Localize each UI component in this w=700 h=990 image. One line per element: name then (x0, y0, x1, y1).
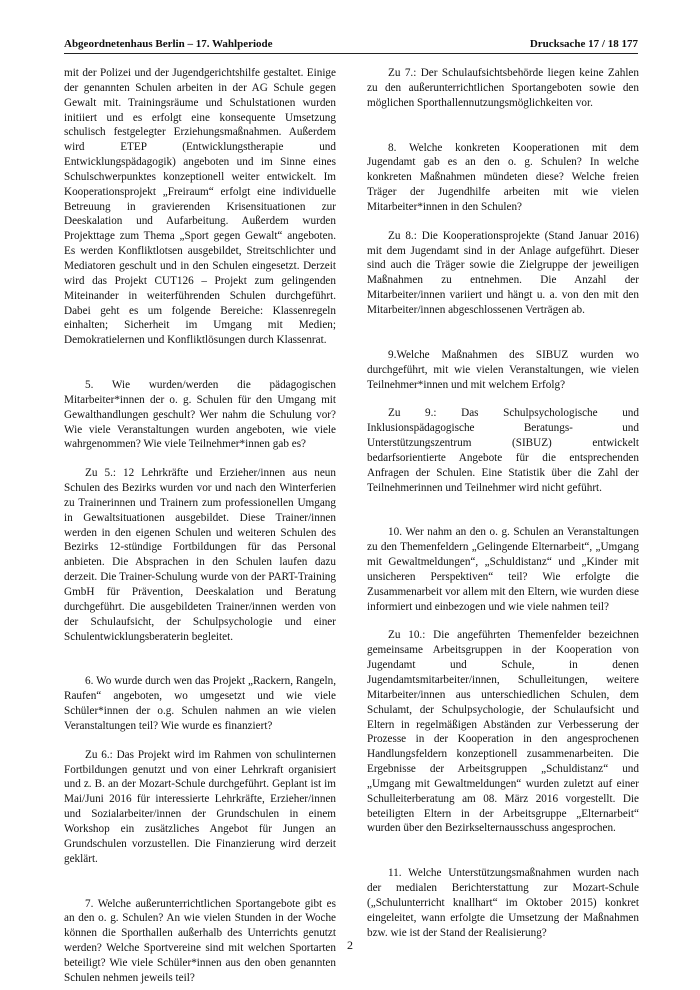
question-6: 6. Wo wurde durch wen das Projekt „Rackern, Rangeln, Raufen“ angeboten, wo umgesetzt und wie viele Schüler*innen der o.g. Schulen nahmen an wie vielen Veranstaltungen teil? Wie wurde es finanziert? (64, 675, 336, 732)
question-9: 9.Welche Maßnahmen des SIBUZ wurden wo durchgeführt, mit wie vielen Veranstaltungen, wie vielen Teilnehmer*innen und mit welchem Erfolg? (367, 348, 639, 391)
question-10: 10. Wer nahm an den o. g. Schulen an Veranstaltungen zu den Themenfeldern „Gelingende Elternarbeit“, „Umgang mit Gewaltmeldungen“, „Schuldistanz“ und „Kinder mit unsicheren Perspektiven“ teil? Wie erfolgte die Zusammenarbeit vor allem mit den Eltern, wie wurden diese informiert und einbezogen und wie viele nahmen teil? (367, 526, 639, 613)
answer-10: Zu 10.: Die angeführten Themenfelder bezeichnen gemeinsame Arbeitsgruppen in der Kooperation von Jugendamt und Schule, in denen Jugendamtsmitarbeiter/innen, Schulleitungen, weitere Mitarbeiter/innen aus unterschiedlichen Schulen, dem Schulamt, der Schulpsychologie, der Schulaufsicht und Eltern in regelmäßigen Abständen zur Verbesserung der Prozesse in der Kooperation in den angesprochenen Handlungsfeldern konzeptionell zusammenarbeiten. Die Ergebnisse der Arbeitsgruppen „Schuldistanz“ und „Umgang mit Gewaltmeldungen“ wurden zuletzt auf einer Schulleiterberatung am 08. März 2016 vorgestellt. Die beteiligten Eltern in der Arbeitsgruppe „Elternarbeit“ wurden über den Bezirkselternausschuss angesprochen. (367, 629, 639, 835)
question-8: 8. Welche konkreten Kooperationen mit dem Jugendamt gab es an den o. g. Schulen? In welche konkreten Maßnahmen mündeten diese? Welche freien Träger der Jugendhilfe arbeiten mit wie vielen Mitarbeiter*innen in den Schulen? (367, 141, 639, 213)
page-number: 2 (347, 938, 353, 952)
answer-8: Zu 8.: Die Kooperationsprojekte (Stand Januar 2016) mit dem Jugendamt sind in der Anlage aufgeführt. Dieser sind auch die Träger sowie die Zielgruppe der jeweiligen Maßnahmen zu entnehmen. Die Anzahl der Mitarbeiter/innen variiert und hängt u. a. von den mit den Mitarbeiter/innen abgeschlossenen Verträgen ab. (367, 229, 639, 316)
document-header (64, 38, 638, 54)
question-5: 5. Wie wurden/werden die pädagogischen Mitarbeiter*innen der o. g. Schulen für den Umgang mit Gewalthandlungen geschult? Wer nahm die Schulung vor? Wie viele Veranstaltungen wurden angeboten, wie viele wahrgenommen? Wie viele Teilnehmer*innen gab es? (64, 379, 336, 451)
answer-7: Zu 7.: Der Schulaufsichtsbehörde liegen keine Zahlen zu den außerunterrichtlichen Sportangeboten sowie den möglichen Sporthallennutzungsmöglichkeiten vor. (367, 67, 639, 109)
question-7: 7. Welche außerunterrichtlichen Sportangebote gibt es an den o. g. Schulen? An wie vielen Stunden in der Woche können die Sporthallen außerhalb des Unterrichts genutzt werden? Welche Sportvereine sind mit welchen Sportarten beteiligt? Wie viele Schüler*innen aus den oben genannten Schulen nehmen jeweils teil? (64, 897, 336, 984)
left-column (64, 66, 336, 986)
answer-9: Zu 9.: Das Schulpsychologische und Inklusionspädagogische Beratungs- und Unterstützungszentrum (SIBUZ) entwickelt bedarfsorientierte Angebote für die entsprechenden Anfragen der Schulen. Eine Statistik über die Zahl der Teilnehmerinnen und Teilnehmer wird nicht geführt. (367, 407, 639, 494)
question-11: 11. Welche Unterstützungsmaßnahmen wurden nach der medialen Berichterstattung zur Mozart-Schule („Schulunterricht knallhart“ im Oktober 2015) konkret eingeleitet, wann erfolgte die Umsetzung der Maßnahmen bzw. wie ist der Stand der Realisierung? (367, 867, 639, 939)
answer-continuation: mit der Polizei und der Jugendgerichtshilfe gestaltet. Einige der genannten Schulen arbeiten in der AG Schule gegen Gewalt mit. Trainingsräume und Schulstationen wurden initiiert und es erfolgt eine konsequente Umsetzung schulisch festgelegter Erziehungsmaßnahmen. Außerdem wird ETEP (Entwicklungstherapie und Entwicklungspädagogik) angeboten und im Sinne eines Schulschwerpunktes konzeptionell weiter entwickelt. Im Kooperationsprojekt „Freiraum“ erfolgt eine individuelle Betreuung in gravierenden Krisensituationen zur Deeskalation und Aufarbeitung. Außerdem wurden Projekttage zum Thema „Sport gegen Gewalt“ angeboten. Es werden Konfliktlotsen ausgebildet, Streitschlichter und Mediatoren geschult und in den Schulen eingesetzt. Derzeit wird das Projekt CUT126 – Projekt zum gelingenden Miteinander in weiterführenden Schulen durchgeführt. Dabei geht es um folgende Bereiche: Klassenregeln einhalten; Sicherheit im Umgang mit Medien; Demokratielernen und Konfliktlösungen durch Klassenrat. (64, 67, 336, 347)
answer-6: Zu 6.: Das Projekt wird im Rahmen von schulinternen Fortbildungen genutzt und von einer Lehrkraft organisiert und z. B. an der Mozart-Schule durchgeführt. Geplant ist im Mai/Juni 2016 für interessierte Lehrkräfte, Erzieher/innen und Sozialarbeiter/innen der Grundschulen in einem Workshop ein zusätzliches Angebot für Jungen an Grundschulen vorzustellen. Die Finanzierung wird derzeit geklärt. (64, 748, 336, 865)
header-document-number: Drucksache 17 / 18 177 (529, 38, 638, 50)
right-column (367, 66, 639, 941)
answer-5: Zu 5.: 12 Lehrkräfte und Erzieher/innen aus neun Schulen des Bezirks wurden vor und nach den Winterferien zu Trainerinnen und Trainern zum professionellen Umgang in Gewaltsituationen ausgebildet. Diese Trainer/innen werden in den eigenen Schulen und weiteren Schulen des Bezirks 12-stündige Fortbildungen für das Personal anbieten. Die Absprachen in den Schulen laufen dazu derzeit. Die Trainer-Schulung wurde von der PART-Training GmbH für Prävention, Deeskalation und Beratung durchgeführt. Die ausgebildeten Trainer/innen werden von der Schulaufsicht, der Schulpsychologie und einer Schulentwicklungsberaterin begleitet. (64, 467, 336, 643)
header-parliament: Abgeordnetenhaus Berlin – 17. Wahlperiode (64, 38, 273, 50)
